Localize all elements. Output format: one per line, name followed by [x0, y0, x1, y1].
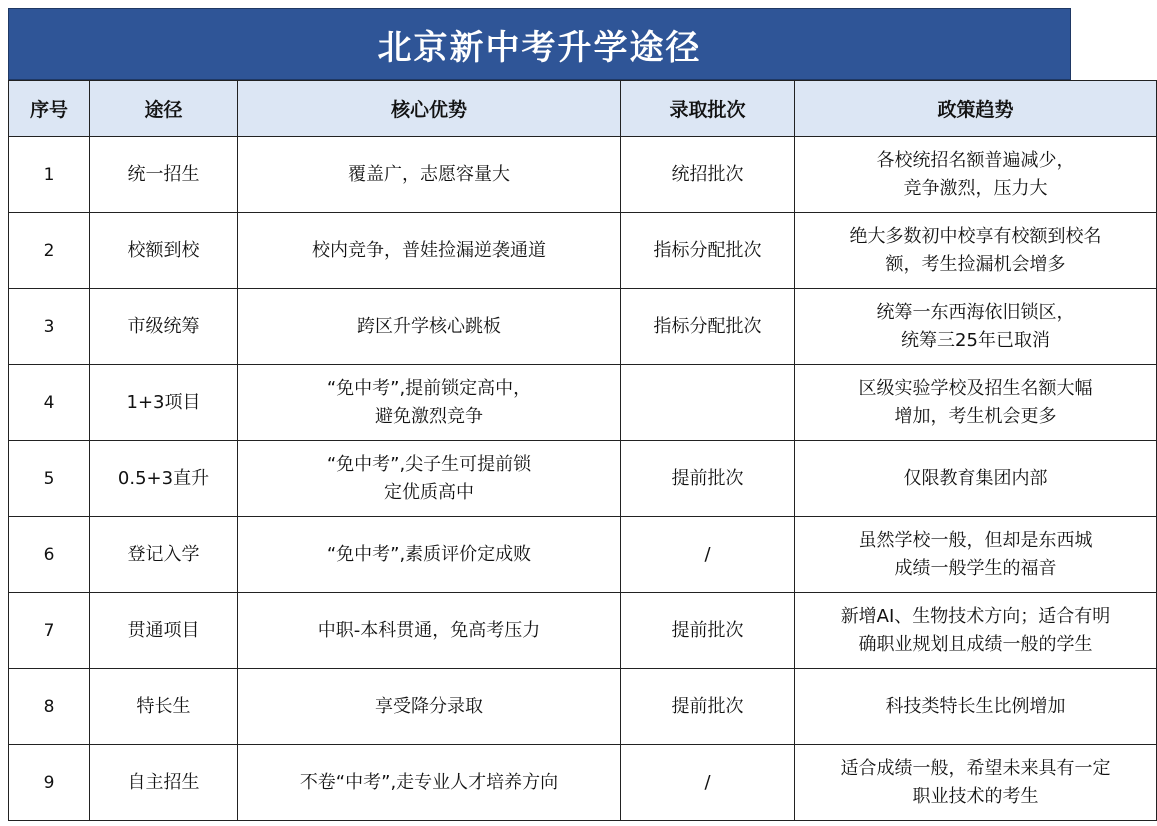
row-path: 登记入学 [90, 517, 238, 593]
row-batch: 提前批次 [621, 441, 795, 517]
row-number: 1 [9, 137, 90, 213]
trend-line: 增加，考生机会更多 [894, 405, 1057, 427]
trend-line: 虽然学校一般，但却是东西城 [858, 529, 1093, 551]
table-row [9, 517, 1157, 593]
trend-line: 绝大多数初中校享有校额到校名 [849, 225, 1102, 247]
row-trend [795, 365, 1157, 441]
advantage-line: 跨区升学核心跳板 [357, 315, 501, 337]
trend-line: 统筹一东西海依旧锁区， [876, 301, 1075, 323]
advantage-line: “免中考”,提前锁定高中， [326, 377, 532, 399]
row-batch: 指标分配批次 [621, 289, 795, 365]
row-trend [795, 289, 1157, 365]
header-cell-advantage: 核心优势 [238, 81, 621, 137]
advantage-line: 享受降分录取 [375, 695, 483, 717]
row-advantage [238, 745, 621, 821]
row-path: 特长生 [90, 669, 238, 745]
header-cell-path: 途径 [90, 81, 238, 137]
header-row [9, 81, 1157, 137]
table-row [9, 289, 1157, 365]
row-trend [795, 593, 1157, 669]
row-batch [621, 365, 795, 441]
row-advantage [238, 137, 621, 213]
table-row [9, 745, 1157, 821]
trend-line: 区级实验学校及招生名额大幅 [858, 377, 1093, 399]
row-trend [795, 669, 1157, 745]
row-trend [795, 137, 1157, 213]
row-number: 9 [9, 745, 90, 821]
advantage-line: 避免激烈竞争 [375, 405, 483, 427]
row-trend [795, 441, 1157, 517]
header-cell-trend: 政策趋势 [795, 81, 1157, 137]
row-trend [795, 213, 1157, 289]
row-advantage [238, 669, 621, 745]
trend-line: 成绩一般学生的福音 [894, 557, 1057, 579]
row-path: 1+3项目 [90, 365, 238, 441]
advantage-line: 覆盖广，志愿容量大 [348, 163, 510, 185]
advantage-line: “免中考”,素质评价定成败 [326, 543, 532, 565]
row-advantage [238, 593, 621, 669]
trend-line: 竞争激烈，压力大 [903, 177, 1048, 199]
advantage-line: “免中考”,尖子生可提前锁 [326, 453, 532, 475]
advantage-line: 中职-本科贯通，免高考压力 [317, 619, 541, 641]
advantage-line: 不卷“中考”,走专业人才培养方向 [299, 771, 559, 793]
row-batch: / [621, 517, 795, 593]
document [8, 8, 1111, 821]
row-batch: 指标分配批次 [621, 213, 795, 289]
row-path: 自主招生 [90, 745, 238, 821]
header-cell-no: 序号 [9, 81, 90, 137]
trend-line: 适合成绩一般，希望未来具有一定 [840, 757, 1111, 779]
row-number: 2 [9, 213, 90, 289]
row-trend [795, 745, 1157, 821]
trend-line: 新增AI、生物技术方向；适合有明 [840, 605, 1111, 627]
pathway-table [8, 80, 1157, 821]
trend-line: 科技类特长生比例增加 [885, 695, 1066, 717]
row-path: 贯通项目 [90, 593, 238, 669]
table-row [9, 669, 1157, 745]
advantage-line: 校内竞争，普娃捡漏逆袭通道 [312, 239, 546, 261]
row-number: 8 [9, 669, 90, 745]
table-row [9, 213, 1157, 289]
row-path: 0.5+3直升 [90, 441, 238, 517]
row-number: 5 [9, 441, 90, 517]
row-batch: 提前批次 [621, 669, 795, 745]
table-row [9, 441, 1157, 517]
advantage-line: 定优质高中 [384, 481, 474, 503]
row-advantage [238, 365, 621, 441]
row-number: 4 [9, 365, 90, 441]
row-batch: / [621, 745, 795, 821]
row-advantage [238, 517, 621, 593]
row-advantage [238, 289, 621, 365]
trend-line: 额，考生捡漏机会增多 [885, 253, 1066, 275]
row-batch: 提前批次 [621, 593, 795, 669]
header-cell-batch: 录取批次 [621, 81, 795, 137]
row-number: 6 [9, 517, 90, 593]
row-path: 统一招生 [90, 137, 238, 213]
trend-line: 职业技术的考生 [912, 785, 1039, 807]
row-number: 3 [9, 289, 90, 365]
table-row [9, 593, 1157, 669]
trend-line: 各校统招名额普遍减少， [876, 149, 1075, 171]
row-advantage [238, 441, 621, 517]
table-row [9, 137, 1157, 213]
trend-line: 仅限教育集团内部 [903, 467, 1048, 489]
row-trend [795, 517, 1157, 593]
trend-line: 统筹三25年已取消 [901, 329, 1050, 351]
table-row [9, 365, 1157, 441]
row-batch: 统招批次 [621, 137, 795, 213]
row-path: 市级统筹 [90, 289, 238, 365]
trend-line: 确职业规划且成绩一般的学生 [858, 633, 1093, 655]
page-title: 北京新中考升学途径 [8, 8, 1071, 80]
row-path: 校额到校 [90, 213, 238, 289]
row-number: 7 [9, 593, 90, 669]
row-advantage [238, 213, 621, 289]
